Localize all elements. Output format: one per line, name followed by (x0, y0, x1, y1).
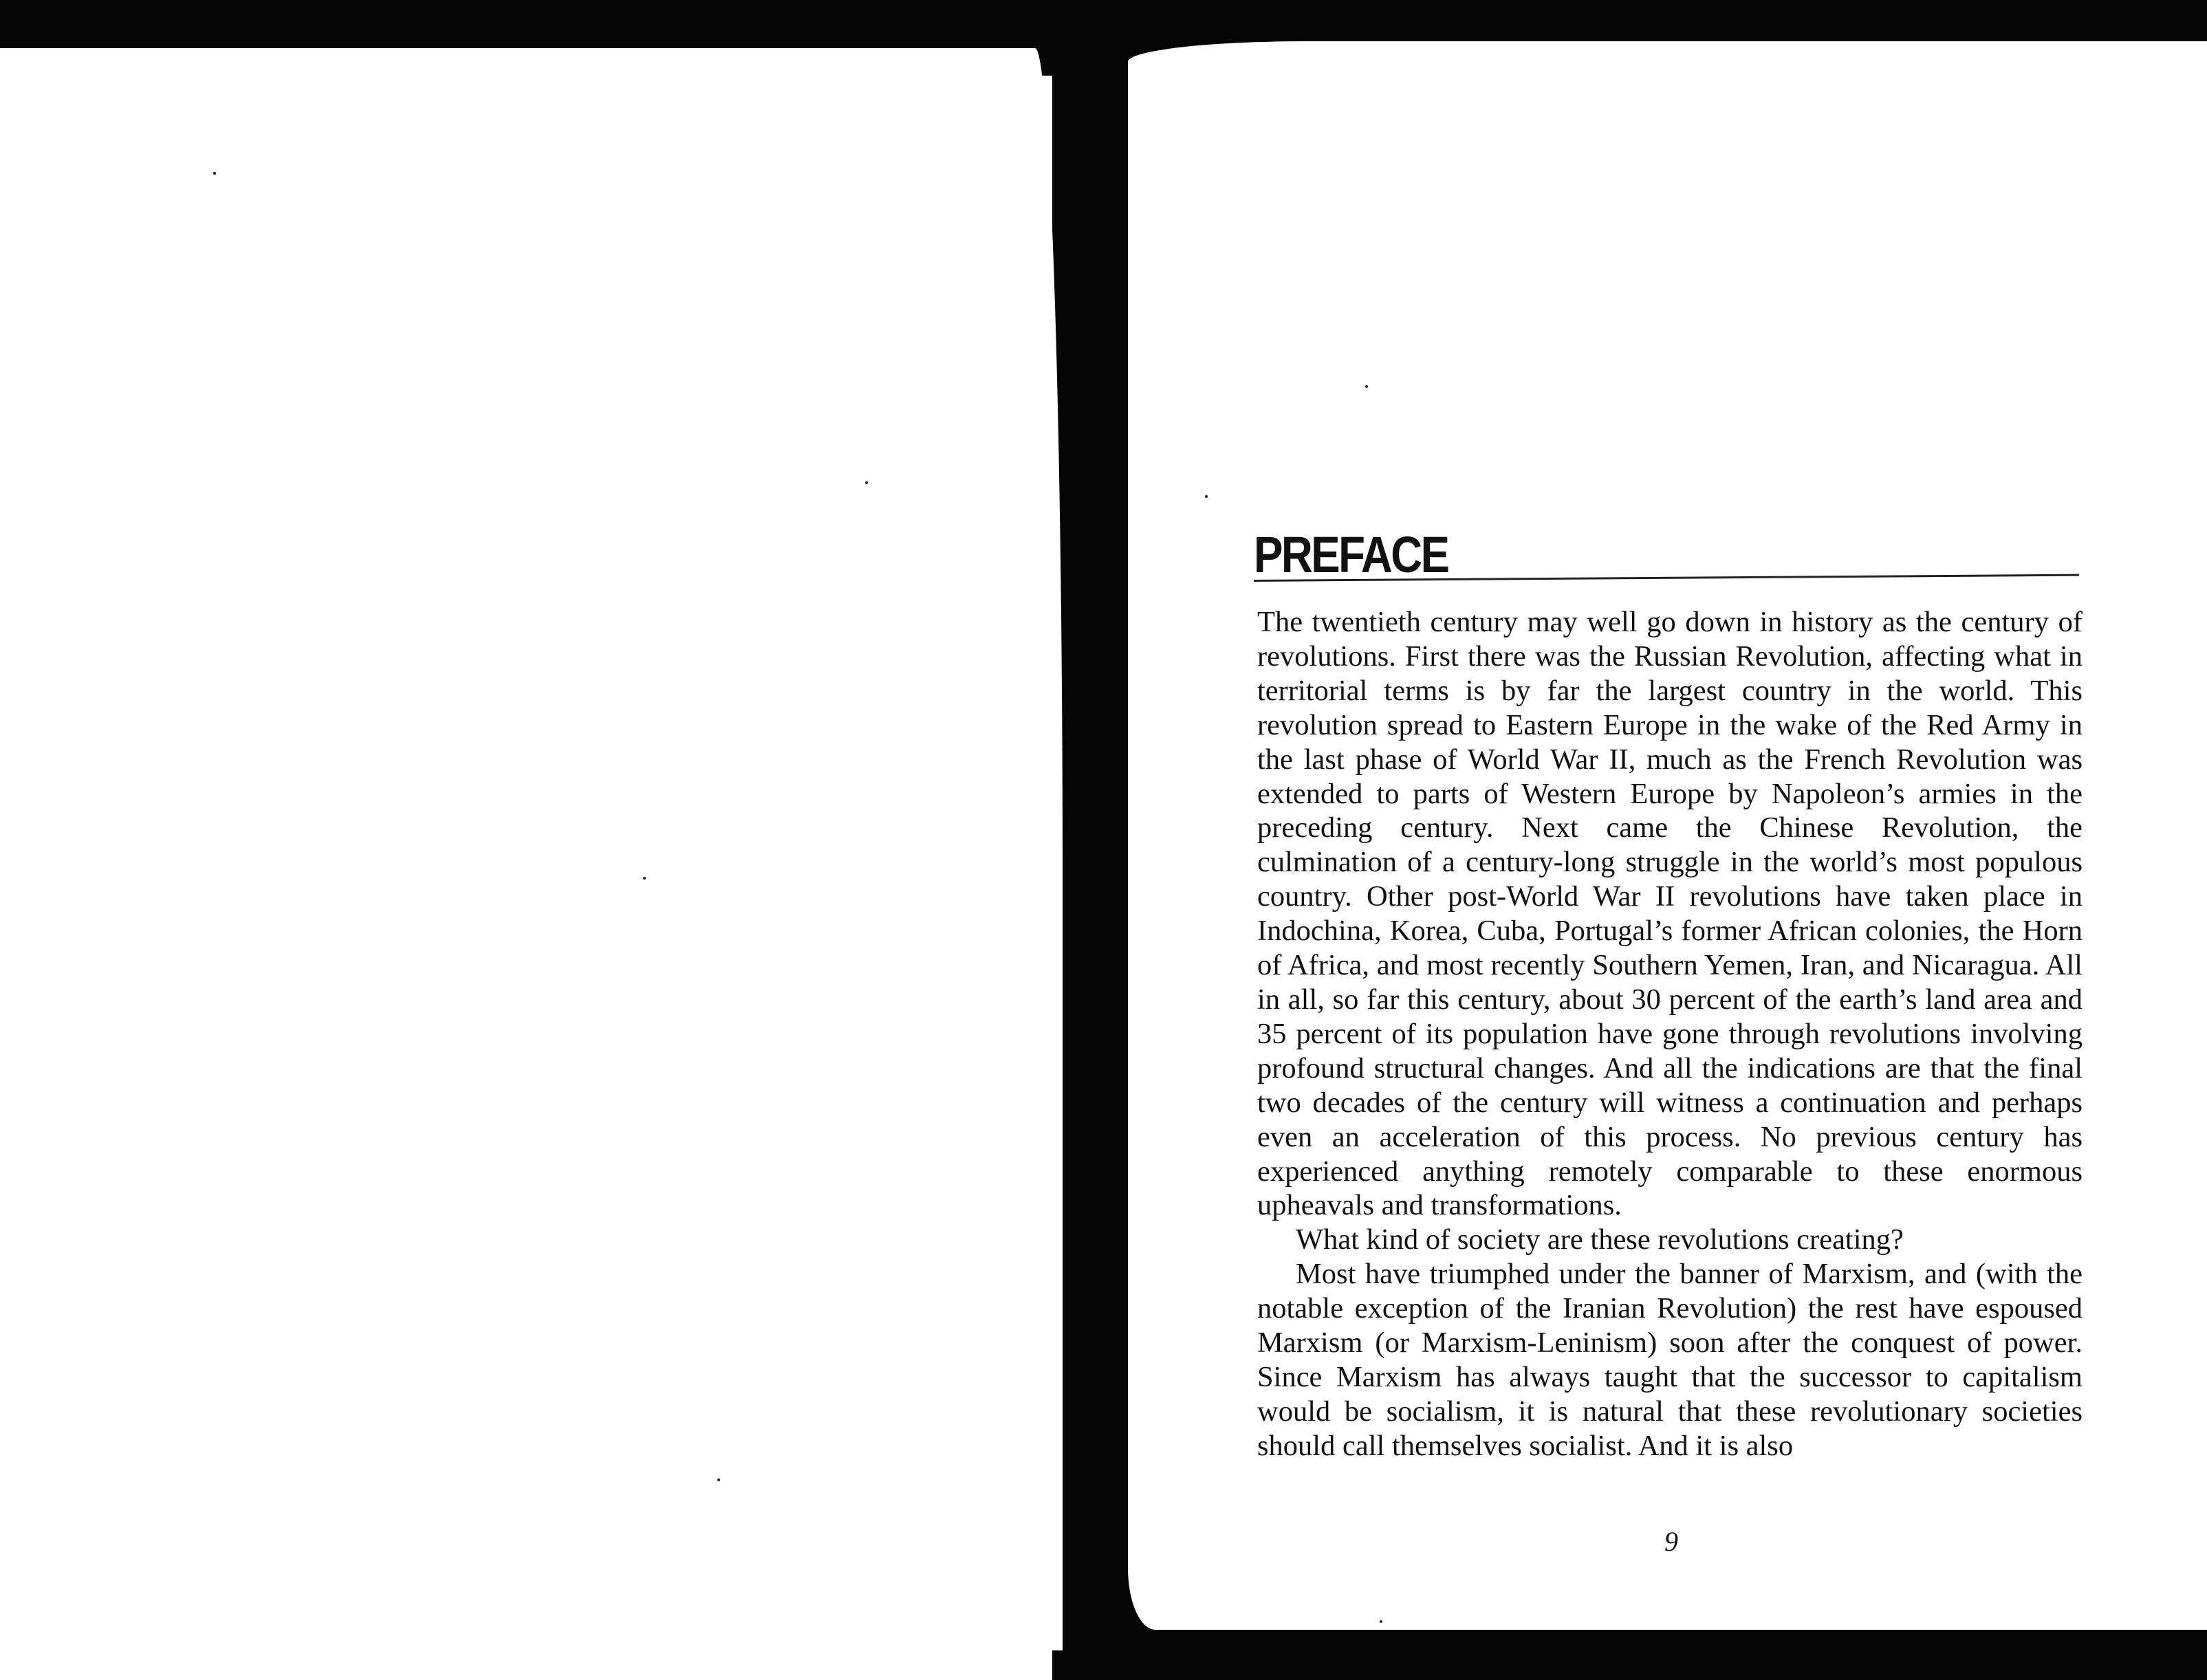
chapter-heading: PREFACE (1254, 526, 1448, 583)
left-page-speck (213, 172, 216, 175)
left-page (0, 48, 1063, 1650)
paragraph: What kind of society are these revolutions creating? (1296, 1223, 1904, 1256)
body-text (1257, 605, 2083, 1463)
right-page-speck (1205, 495, 1208, 498)
paragraph: The twentieth century may well go down in history as the century of revolutions. First there was the Russian Revolution, affecting what in territorial terms is by far the largest country in the world. This revolution spread to Eastern Europe in the wake of the Red Army in the last phase of World War II, much as the French Revolution was extended to parts of Western Europe by Napoleon’s armies in the preceding century. Next came the Chinese Revolution, the culmination of a century-long struggle in the world’s most populous country. Other post-World War II revolutions have taken place in Indochina, Korea, Cuba, Portugal’s former African colonies, the Horn of Africa, and most recently Southern Yemen, Iran, and Nicaragua. All in all, so far this century, about 30 percent of the earth’s land area and 35 percent of its population have gone through revolutions involving profound structural changes. And all the indications are that the final two decades of the century will witness a continuation and perhaps even an acceleration of this process. No previous century has experienced anything remotely comparable to these enormous upheavals and transformations. (1257, 606, 2083, 1222)
chapter-heading-block (1254, 526, 2079, 583)
paragraph: Most have triumphed under the banner of Marxism, and (with the notable exception of the Iranian Revolution) the rest have espoused Marxism (or Marxism-Leninism) soon after the conquest of power. Since Marxism has always taught that the successor to capitalism would be socialism, it is natural that these revolutionary societies should call themselves socialist. And it is also (1257, 1258, 2083, 1462)
left-page-speck (865, 481, 868, 484)
left-page-speck (717, 1479, 720, 1481)
right-page-speck (1380, 1620, 1382, 1623)
right-page-speck (1365, 385, 1368, 388)
left-page-speck (643, 877, 646, 880)
page-number: 9 (1664, 1526, 1678, 1557)
